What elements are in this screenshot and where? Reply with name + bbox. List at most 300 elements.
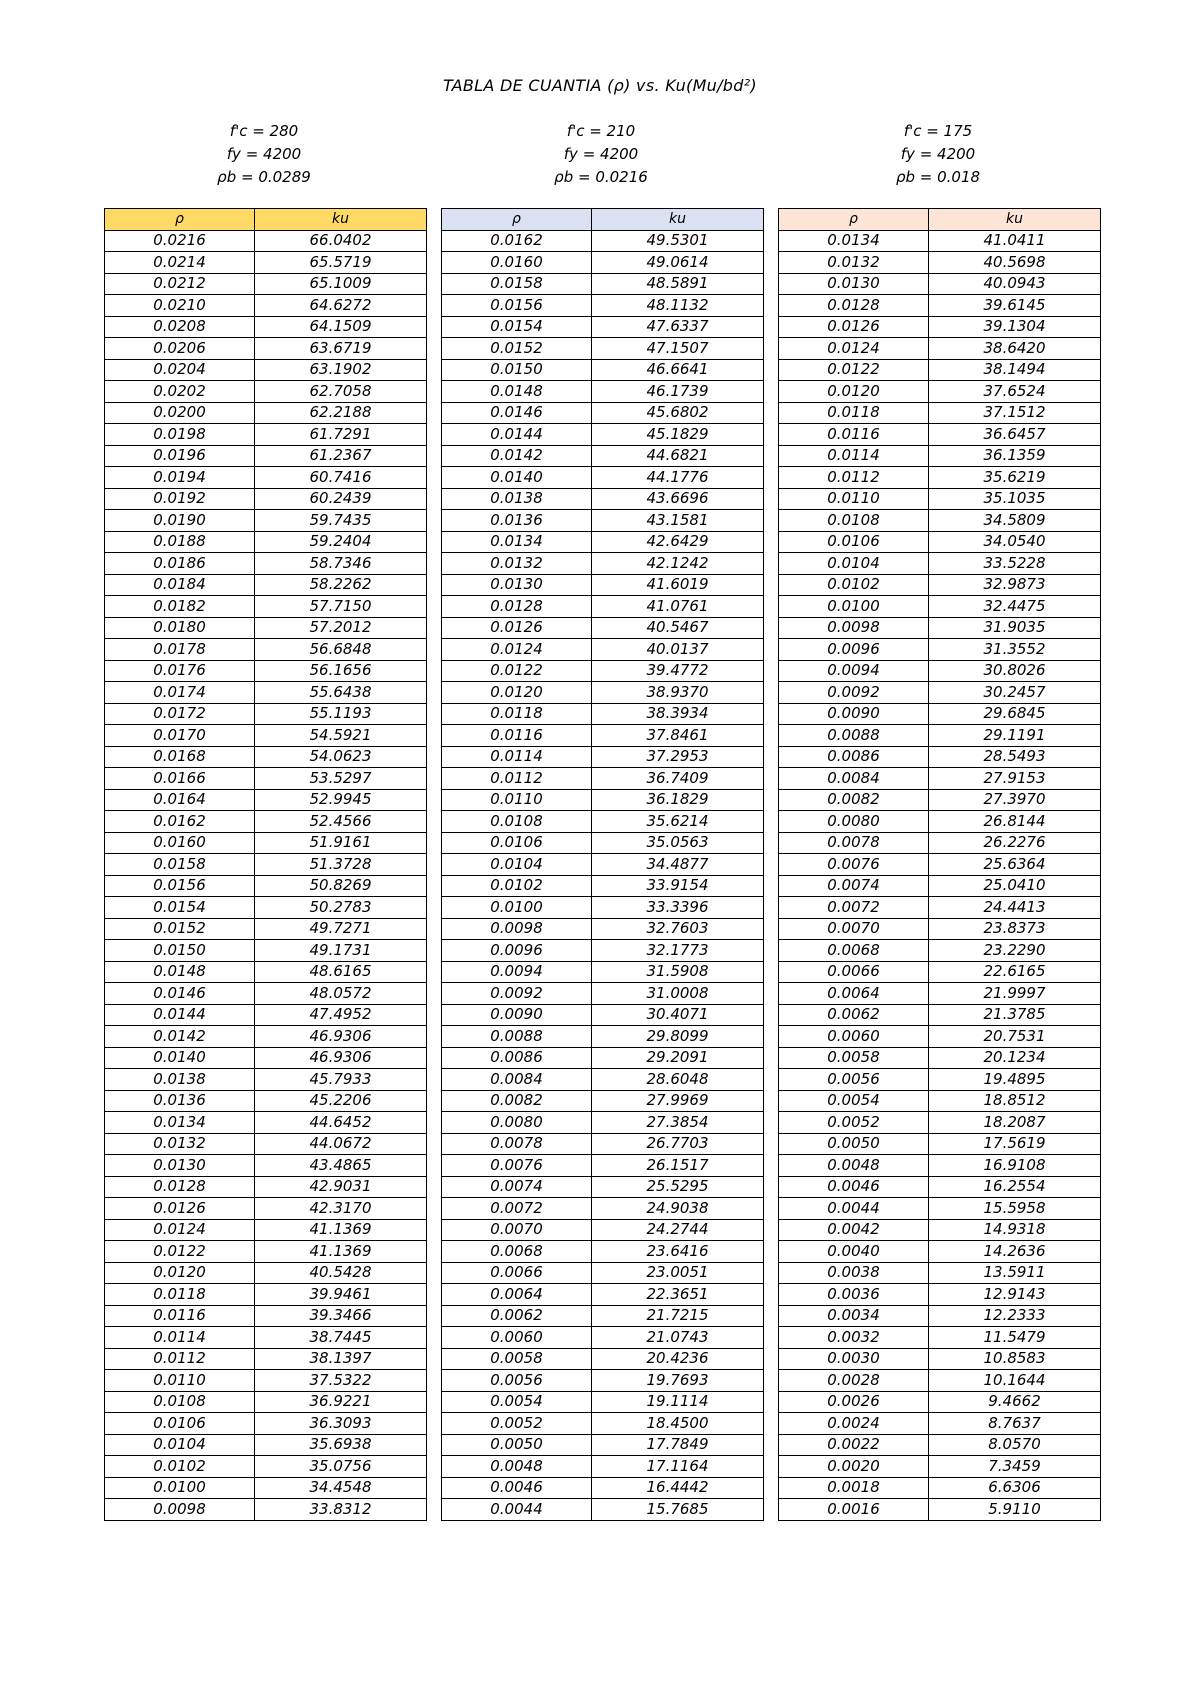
table-row <box>779 402 1101 424</box>
ku-cell: 32.4475 <box>929 596 1101 618</box>
table-row <box>779 639 1101 661</box>
rho-cell: 0.0054 <box>779 1090 929 1112</box>
rho-cell: 0.0040 <box>779 1241 929 1263</box>
table-row <box>105 1262 427 1284</box>
table-row <box>105 252 427 274</box>
ku-cell: 39.4772 <box>592 660 764 682</box>
ku-cell: 48.0572 <box>255 983 427 1005</box>
rho-cell: 0.0152 <box>442 338 592 360</box>
rho-cell: 0.0076 <box>442 1155 592 1177</box>
rho-cell: 0.0170 <box>105 725 255 747</box>
ku-cell: 34.5809 <box>929 510 1101 532</box>
params-block-2 <box>441 120 761 189</box>
table-row <box>779 252 1101 274</box>
rho-cell: 0.0208 <box>105 316 255 338</box>
rho-cell: 0.0094 <box>442 961 592 983</box>
ku-cell: 21.0743 <box>592 1327 764 1349</box>
table-row <box>779 316 1101 338</box>
rho-cell: 0.0024 <box>779 1413 929 1435</box>
ku-cell: 45.1829 <box>592 424 764 446</box>
ku-cell: 60.2439 <box>255 488 427 510</box>
ku-cell: 46.1739 <box>592 381 764 403</box>
table-row <box>779 1198 1101 1220</box>
rho-cell: 0.0056 <box>442 1370 592 1392</box>
ku-cell: 40.5428 <box>255 1262 427 1284</box>
rho-cell: 0.0132 <box>779 252 929 274</box>
table-row <box>442 252 764 274</box>
ku-cell: 30.4071 <box>592 1004 764 1026</box>
rho-cell: 0.0186 <box>105 553 255 575</box>
ku-cell: 39.9461 <box>255 1284 427 1306</box>
ku-cell: 22.3651 <box>592 1284 764 1306</box>
ku-cell: 10.8583 <box>929 1348 1101 1370</box>
rho-cell: 0.0042 <box>779 1219 929 1241</box>
ku-cell: 54.5921 <box>255 725 427 747</box>
rho-cell: 0.0216 <box>105 230 255 252</box>
ku-cell: 54.0623 <box>255 746 427 768</box>
rho-cell: 0.0112 <box>779 467 929 489</box>
table-row <box>105 1176 427 1198</box>
rho-cell: 0.0102 <box>442 875 592 897</box>
ku-cell: 45.2206 <box>255 1090 427 1112</box>
ku-cell: 40.0943 <box>929 273 1101 295</box>
table-row <box>442 402 764 424</box>
ku-cell: 35.0563 <box>592 832 764 854</box>
table-row <box>779 488 1101 510</box>
table-row <box>105 1305 427 1327</box>
ku-cell: 46.9306 <box>255 1047 427 1069</box>
ku-cell: 43.6696 <box>592 488 764 510</box>
table-row <box>779 445 1101 467</box>
rho-cell: 0.0074 <box>442 1176 592 1198</box>
table-row <box>442 1112 764 1134</box>
ku-cell: 6.6306 <box>929 1477 1101 1499</box>
rho-cell: 0.0110 <box>105 1370 255 1392</box>
table-row <box>105 359 427 381</box>
table-row <box>779 983 1101 1005</box>
table-row <box>442 424 764 446</box>
table-row <box>779 510 1101 532</box>
ku-cell: 19.7693 <box>592 1370 764 1392</box>
table-row <box>779 1370 1101 1392</box>
rho-cell: 0.0088 <box>779 725 929 747</box>
table-row <box>442 1090 764 1112</box>
table-row <box>105 1370 427 1392</box>
table-row <box>779 1155 1101 1177</box>
table-row <box>442 510 764 532</box>
rho-cell: 0.0090 <box>779 703 929 725</box>
rho-cell: 0.0132 <box>105 1133 255 1155</box>
rho-cell: 0.0066 <box>442 1262 592 1284</box>
rho-cell: 0.0062 <box>779 1004 929 1026</box>
rho-cell: 0.0126 <box>442 617 592 639</box>
ku-cell: 15.5958 <box>929 1198 1101 1220</box>
table-row <box>105 660 427 682</box>
rho-cell: 0.0086 <box>779 746 929 768</box>
ku-cell: 59.2404 <box>255 531 427 553</box>
rho-cell: 0.0178 <box>105 639 255 661</box>
rho-cell: 0.0058 <box>442 1348 592 1370</box>
ku-cell: 7.3459 <box>929 1456 1101 1478</box>
ku-cell: 32.7603 <box>592 918 764 940</box>
ku-cell: 43.4865 <box>255 1155 427 1177</box>
table-row <box>779 940 1101 962</box>
rho-cell: 0.0084 <box>779 768 929 790</box>
ku-cell: 33.3396 <box>592 897 764 919</box>
rho-cell: 0.0092 <box>779 682 929 704</box>
fc-value: f'c = 280 <box>229 122 299 140</box>
params-block-3 <box>778 120 1098 189</box>
table-row <box>779 1112 1101 1134</box>
rho-cell: 0.0168 <box>105 746 255 768</box>
rho-column-header: ρ <box>105 209 255 231</box>
table-row <box>442 940 764 962</box>
ku-cell: 16.9108 <box>929 1155 1101 1177</box>
ku-cell: 23.0051 <box>592 1262 764 1284</box>
rho-cell: 0.0080 <box>442 1112 592 1134</box>
ku-cell: 37.6524 <box>929 381 1101 403</box>
ku-cell: 9.4662 <box>929 1391 1101 1413</box>
rho-cell: 0.0050 <box>779 1133 929 1155</box>
ku-cell: 37.5322 <box>255 1370 427 1392</box>
ku-cell: 32.9873 <box>929 574 1101 596</box>
table-row <box>442 1262 764 1284</box>
rho-cell: 0.0116 <box>105 1305 255 1327</box>
table-row <box>105 1198 427 1220</box>
table-row <box>779 531 1101 553</box>
ku-cell: 28.6048 <box>592 1069 764 1091</box>
table-row <box>442 918 764 940</box>
rho-cell: 0.0116 <box>442 725 592 747</box>
rho-cell: 0.0196 <box>105 445 255 467</box>
ku-cell: 28.5493 <box>929 746 1101 768</box>
rho-cell: 0.0056 <box>779 1069 929 1091</box>
rho-cell: 0.0034 <box>779 1305 929 1327</box>
rho-cell: 0.0098 <box>442 918 592 940</box>
table-row <box>442 1219 764 1241</box>
table-row <box>105 682 427 704</box>
rho-cell: 0.0090 <box>442 1004 592 1026</box>
table-row <box>442 1004 764 1026</box>
table-row <box>105 1434 427 1456</box>
table-row <box>442 1176 764 1198</box>
table-row <box>442 1133 764 1155</box>
table-row <box>779 1026 1101 1048</box>
rho-cell: 0.0082 <box>779 789 929 811</box>
rho-cell: 0.0128 <box>105 1176 255 1198</box>
ku-cell: 38.9370 <box>592 682 764 704</box>
ku-cell: 38.7445 <box>255 1327 427 1349</box>
rho-cell: 0.0070 <box>779 918 929 940</box>
table-row <box>105 402 427 424</box>
table-row <box>442 1370 764 1392</box>
table-row <box>105 424 427 446</box>
ku-cell: 33.9154 <box>592 875 764 897</box>
table-row <box>442 682 764 704</box>
rho-column-header: ρ <box>442 209 592 231</box>
fc-value: f'c = 210 <box>566 122 636 140</box>
table-row <box>442 1155 764 1177</box>
rho-cell: 0.0082 <box>442 1090 592 1112</box>
ku-cell: 63.1902 <box>255 359 427 381</box>
rho-cell: 0.0140 <box>442 467 592 489</box>
rho-cell: 0.0070 <box>442 1219 592 1241</box>
ku-cell: 25.6364 <box>929 854 1101 876</box>
rho-cell: 0.0204 <box>105 359 255 381</box>
ku-cell: 59.7435 <box>255 510 427 532</box>
ku-cell: 39.6145 <box>929 295 1101 317</box>
ku-cell: 37.8461 <box>592 725 764 747</box>
table-row <box>779 1090 1101 1112</box>
rho-cell: 0.0080 <box>779 811 929 833</box>
ku-cell: 60.7416 <box>255 467 427 489</box>
table-row <box>442 230 764 252</box>
ku-cell: 44.6452 <box>255 1112 427 1134</box>
table-row <box>779 553 1101 575</box>
ku-cell: 21.9997 <box>929 983 1101 1005</box>
table-row <box>779 1305 1101 1327</box>
table-row <box>105 875 427 897</box>
table-row <box>442 811 764 833</box>
rho-cell: 0.0210 <box>105 295 255 317</box>
rho-cell: 0.0158 <box>442 273 592 295</box>
ku-cell: 35.6214 <box>592 811 764 833</box>
ku-cell: 41.1369 <box>255 1241 427 1263</box>
ku-cell: 12.9143 <box>929 1284 1101 1306</box>
ku-cell: 23.2290 <box>929 940 1101 962</box>
rho-cell: 0.0200 <box>105 402 255 424</box>
rho-cell: 0.0032 <box>779 1327 929 1349</box>
ku-cell: 10.1644 <box>929 1370 1101 1392</box>
ku-cell: 47.1507 <box>592 338 764 360</box>
rho-cell: 0.0118 <box>105 1284 255 1306</box>
rho-cell: 0.0138 <box>105 1069 255 1091</box>
table-row <box>779 1327 1101 1349</box>
table-row <box>442 1069 764 1091</box>
rho-cell: 0.0122 <box>442 660 592 682</box>
table-row <box>105 789 427 811</box>
table-3 <box>778 208 1101 1521</box>
ku-cell: 27.3854 <box>592 1112 764 1134</box>
table-header-row <box>779 209 1101 231</box>
rho-cell: 0.0052 <box>779 1112 929 1134</box>
ku-cell: 24.2744 <box>592 1219 764 1241</box>
table-row <box>105 1047 427 1069</box>
params-block-1 <box>104 120 424 189</box>
ku-cell: 35.6938 <box>255 1434 427 1456</box>
rho-cell: 0.0046 <box>442 1477 592 1499</box>
ku-cell: 8.0570 <box>929 1434 1101 1456</box>
ku-cell: 40.0137 <box>592 639 764 661</box>
table-row <box>442 316 764 338</box>
table-row <box>779 1348 1101 1370</box>
page-title: TABLA DE CUANTIA (ρ) vs. Ku(Mu/bd²) <box>443 76 757 95</box>
ku-cell: 29.8099 <box>592 1026 764 1048</box>
table-row <box>105 854 427 876</box>
table-row <box>105 1499 427 1521</box>
ku-cell: 45.7933 <box>255 1069 427 1091</box>
table-row <box>442 1391 764 1413</box>
ku-cell: 42.1242 <box>592 553 764 575</box>
rho-cell: 0.0158 <box>105 854 255 876</box>
table-row <box>442 703 764 725</box>
ku-cell: 26.1517 <box>592 1155 764 1177</box>
rho-cell: 0.0136 <box>442 510 592 532</box>
fy-value: fy = 4200 <box>563 145 639 163</box>
table-row <box>105 316 427 338</box>
ku-cell: 18.4500 <box>592 1413 764 1435</box>
table-row <box>105 768 427 790</box>
table-row <box>779 1262 1101 1284</box>
table-row <box>779 1069 1101 1091</box>
rho-cell: 0.0096 <box>442 940 592 962</box>
table-row <box>105 811 427 833</box>
table-row <box>779 1413 1101 1435</box>
rho-cell: 0.0100 <box>442 897 592 919</box>
table-row <box>442 1456 764 1478</box>
table-row <box>442 445 764 467</box>
ku-cell: 21.3785 <box>929 1004 1101 1026</box>
rho-cell: 0.0084 <box>442 1069 592 1091</box>
ku-cell: 52.4566 <box>255 811 427 833</box>
rho-cell: 0.0076 <box>779 854 929 876</box>
rho-cell: 0.0124 <box>105 1219 255 1241</box>
table-row <box>105 445 427 467</box>
table-row <box>442 617 764 639</box>
ku-cell: 34.4548 <box>255 1477 427 1499</box>
ku-cell: 51.3728 <box>255 854 427 876</box>
ku-cell: 26.8144 <box>929 811 1101 833</box>
ku-cell: 53.5297 <box>255 768 427 790</box>
ku-cell: 57.7150 <box>255 596 427 618</box>
rho-cell: 0.0078 <box>442 1133 592 1155</box>
table-row <box>442 381 764 403</box>
rho-cell: 0.0130 <box>779 273 929 295</box>
table-row <box>779 295 1101 317</box>
rho-cell: 0.0028 <box>779 1370 929 1392</box>
rho-cell: 0.0162 <box>442 230 592 252</box>
table-row <box>105 1112 427 1134</box>
ku-cell: 61.7291 <box>255 424 427 446</box>
rho-cell: 0.0072 <box>779 897 929 919</box>
ku-cell: 55.6438 <box>255 682 427 704</box>
ku-cell: 31.0008 <box>592 983 764 1005</box>
table-row <box>779 832 1101 854</box>
rho-cell: 0.0068 <box>779 940 929 962</box>
table-row <box>779 617 1101 639</box>
table-row <box>105 488 427 510</box>
ku-cell: 63.6719 <box>255 338 427 360</box>
rho-cell: 0.0104 <box>105 1434 255 1456</box>
table-row <box>442 359 764 381</box>
rho-cell: 0.0146 <box>442 402 592 424</box>
rho-cell: 0.0134 <box>105 1112 255 1134</box>
ku-cell: 24.9038 <box>592 1198 764 1220</box>
rho-cell: 0.0132 <box>442 553 592 575</box>
rho-cell: 0.0212 <box>105 273 255 295</box>
rho-cell: 0.0130 <box>105 1155 255 1177</box>
rho-cell: 0.0116 <box>779 424 929 446</box>
ku-cell: 51.9161 <box>255 832 427 854</box>
ku-cell: 36.1829 <box>592 789 764 811</box>
table-row <box>779 1047 1101 1069</box>
ku-cell: 41.1369 <box>255 1219 427 1241</box>
rho-cell: 0.0140 <box>105 1047 255 1069</box>
ku-cell: 18.2087 <box>929 1112 1101 1134</box>
rho-cell: 0.0112 <box>442 768 592 790</box>
rho-cell: 0.0106 <box>779 531 929 553</box>
ku-cell: 27.9153 <box>929 768 1101 790</box>
ku-cell: 33.5228 <box>929 553 1101 575</box>
rho-cell: 0.0150 <box>442 359 592 381</box>
table-row <box>442 531 764 553</box>
table-row <box>442 1198 764 1220</box>
table-row <box>442 961 764 983</box>
ku-cell: 17.7849 <box>592 1434 764 1456</box>
ku-cell: 19.1114 <box>592 1391 764 1413</box>
ku-cell: 11.5479 <box>929 1327 1101 1349</box>
ku-cell: 15.7685 <box>592 1499 764 1521</box>
rho-cell: 0.0108 <box>442 811 592 833</box>
table-row <box>105 273 427 295</box>
table-row <box>105 1348 427 1370</box>
ku-cell: 44.1776 <box>592 467 764 489</box>
table-row <box>105 983 427 1005</box>
rho-cell: 0.0156 <box>442 295 592 317</box>
table-row <box>779 1391 1101 1413</box>
rho-cell: 0.0182 <box>105 596 255 618</box>
ku-cell: 34.0540 <box>929 531 1101 553</box>
rho-cell: 0.0064 <box>442 1284 592 1306</box>
table-row <box>105 1219 427 1241</box>
table-row <box>779 381 1101 403</box>
rho-cell: 0.0068 <box>442 1241 592 1263</box>
ku-cell: 21.7215 <box>592 1305 764 1327</box>
ku-cell: 65.5719 <box>255 252 427 274</box>
ku-cell: 29.1191 <box>929 725 1101 747</box>
ku-cell: 26.2276 <box>929 832 1101 854</box>
rho-cell: 0.0104 <box>442 854 592 876</box>
ku-cell: 30.2457 <box>929 682 1101 704</box>
table-row <box>105 531 427 553</box>
rho-cell: 0.0154 <box>105 897 255 919</box>
rho-cell: 0.0118 <box>442 703 592 725</box>
ku-cell: 35.1035 <box>929 488 1101 510</box>
table-row <box>442 1327 764 1349</box>
table-row <box>779 359 1101 381</box>
table-row <box>105 553 427 575</box>
rho-cell: 0.0198 <box>105 424 255 446</box>
table-row <box>442 768 764 790</box>
rho-cell: 0.0194 <box>105 467 255 489</box>
table-row <box>779 961 1101 983</box>
ku-cell: 19.4895 <box>929 1069 1101 1091</box>
table-row <box>779 1241 1101 1263</box>
table-row <box>105 703 427 725</box>
table-row <box>442 983 764 1005</box>
rho-cell: 0.0060 <box>442 1327 592 1349</box>
ku-cell: 31.3552 <box>929 639 1101 661</box>
table-row <box>105 510 427 532</box>
rho-cell: 0.0086 <box>442 1047 592 1069</box>
table-row <box>442 338 764 360</box>
table-row <box>779 1499 1101 1521</box>
ku-cell: 12.2333 <box>929 1305 1101 1327</box>
rho-cell: 0.0044 <box>442 1499 592 1521</box>
rho-cell: 0.0144 <box>442 424 592 446</box>
table-row <box>442 1026 764 1048</box>
rho-cell: 0.0214 <box>105 252 255 274</box>
